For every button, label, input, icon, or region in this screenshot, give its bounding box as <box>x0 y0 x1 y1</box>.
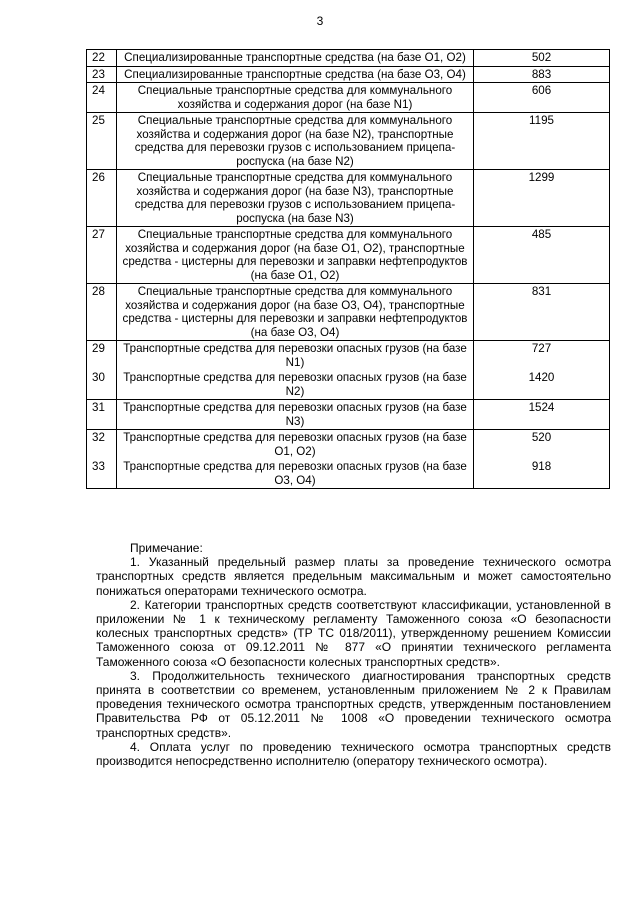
row-number: 33 <box>87 459 117 489</box>
table-row <box>87 284 610 341</box>
notes-title: Примечание: <box>130 541 203 555</box>
row-price: 502 <box>474 50 610 67</box>
row-number: 29 <box>87 341 117 371</box>
row-number: 30 <box>87 370 117 400</box>
note-item: 4. Оплата услуг по проведению технического осмотра транспортных средств производится непосредственно исполнителю (оператору технического осмотра). <box>96 739 611 769</box>
row-price: 883 <box>474 66 610 83</box>
table-row <box>87 170 610 227</box>
notes-section <box>96 541 611 768</box>
row-price: 606 <box>474 83 610 113</box>
row-number: 31 <box>87 400 117 430</box>
table-row <box>87 370 610 400</box>
row-description: Специальные транспортные средства для коммунального хозяйства и содержания дорог (на базе N2), транспортные средства для перевозки грузов с использованием прицепа-роспуска (на базе N2) <box>117 113 474 170</box>
row-price: 1524 <box>474 400 610 430</box>
row-price: 918 <box>474 459 610 489</box>
table-row <box>87 50 610 67</box>
note-item: 2. Категории транспортных средств соответствуют классификации, установленной в приложении № 1 к техническому регламенту Таможенного союза «О безопасности колесных транспортных средств» (ТР ТС 018/2011), утвержденному решением Комиссии Таможенного союза от 09.12.2011 № 877 «О принятии технического регламента Таможенного союза «О безопасности колесных транспортных средств». <box>96 597 611 669</box>
row-number: 27 <box>87 227 117 284</box>
table-row <box>87 459 610 489</box>
row-number: 26 <box>87 170 117 227</box>
row-price: 727 <box>474 341 610 371</box>
row-description: Транспортные средства для перевозки опасных грузов (на базе N1) <box>117 341 474 371</box>
table-row <box>87 113 610 170</box>
note-item: 1. Указанный предельный размер платы за проведение технического осмотра транспортных средств является предельным максимальным и может самостоятельно понижаться операторами технического осмотра. <box>96 555 611 598</box>
page-number: 3 <box>316 14 324 28</box>
note-item: 3. Продолжительность технического диагностирования транспортных средств принята в соответствии со временем, установленным приложением № 2 к Правилам проведения технического осмотра транспортных средств, утвержденным постановлением Правительства РФ от 05.12.2011 № 1008 «О проведении технического осмотра транспортных средств». <box>96 668 611 740</box>
row-number: 32 <box>87 430 117 460</box>
row-description: Специализированные транспортные средства (на базе О3, О4) <box>117 66 474 83</box>
table-row <box>87 66 610 83</box>
row-description: Транспортные средства для перевозки опасных грузов (на базе N3) <box>117 400 474 430</box>
row-price: 520 <box>474 430 610 460</box>
row-description: Транспортные средства для перевозки опасных грузов (на базе О1, О2) <box>117 430 474 460</box>
row-number: 24 <box>87 83 117 113</box>
row-price: 1420 <box>474 370 610 400</box>
row-number: 22 <box>87 50 117 67</box>
row-number: 25 <box>87 113 117 170</box>
row-description: Специальные транспортные средства для коммунального хозяйства и содержания дорог (на базе N3), транспортные средства для перевозки грузов с использованием прицепа-роспуска (на базе N3) <box>117 170 474 227</box>
row-description: Специальные транспортные средства для коммунального хозяйства и содержания дорог (на базе N1) <box>117 83 474 113</box>
row-price: 485 <box>474 227 610 284</box>
table-row <box>87 227 610 284</box>
row-description: Специализированные транспортные средства (на базе О1, О2) <box>117 50 474 67</box>
row-price: 1299 <box>474 170 610 227</box>
row-price: 831 <box>474 284 610 341</box>
row-description: Транспортные средства для перевозки опасных грузов (на базе О3, О4) <box>117 459 474 489</box>
fee-table <box>86 49 610 489</box>
row-price: 1195 <box>474 113 610 170</box>
table-row <box>87 83 610 113</box>
row-description: Специальные транспортные средства для коммунального хозяйства и содержания дорог (на базе О1, О2), транспортные средства - цистерны для перевозки и заправки нефтепродуктов (на базе О1, О2) <box>117 227 474 284</box>
row-number: 23 <box>87 66 117 83</box>
row-description: Транспортные средства для перевозки опасных грузов (на базе N2) <box>117 370 474 400</box>
table-row <box>87 341 610 371</box>
row-description: Специальные транспортные средства для коммунального хозяйства и содержания дорог (на базе О3, О4), транспортные средства - цистерны для перевозки и заправки нефтепродуктов (на базе О3, О4) <box>117 284 474 341</box>
table-row <box>87 430 610 460</box>
row-number: 28 <box>87 284 117 341</box>
table-row <box>87 400 610 430</box>
